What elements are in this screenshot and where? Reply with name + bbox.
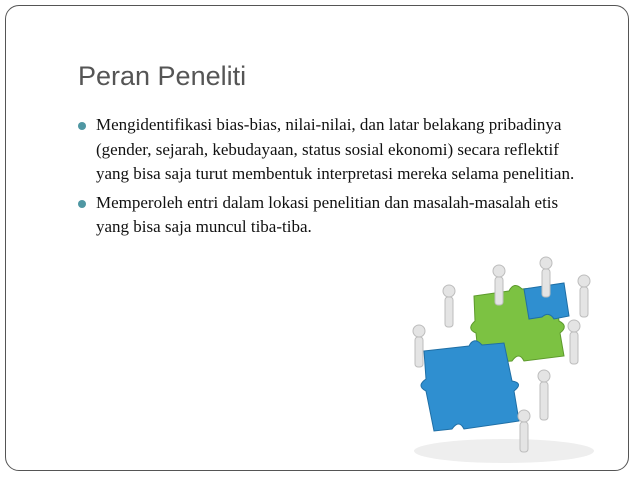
bullet-list [78,113,578,244]
bullet-dot-icon [78,200,86,208]
slide-frame [5,5,629,471]
slide-title: Peran Peneliti [78,61,247,91]
puzzle-team-icon [404,251,604,471]
bullet-text: Mengidentifikasi bias-bias, nilai-nilai, dan latar belakang pribadinya (gender, sejarah, kebudayaan, status sosial ekonomi) secara reflektif yang bisa saja turut membentuk interpretasi mereka selama penelitian. [96,115,575,183]
bullet-item [78,191,578,240]
blue-puzzle-piece [421,341,519,431]
bullet-text: Memperoleh entri dalam lokasi penelitian dan masalah-masalah etis yang bisa saja muncul tiba-tiba. [96,192,559,236]
bullet-item [78,113,578,187]
bullet-dot-icon [78,122,86,130]
